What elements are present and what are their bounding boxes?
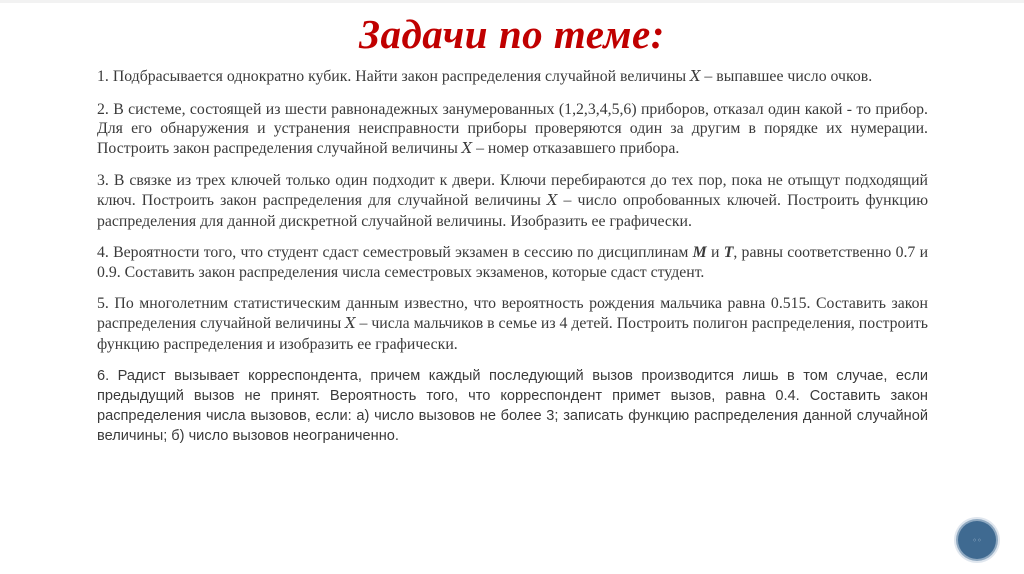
task-number: 3. [97, 172, 109, 190]
variable-x: X [690, 69, 701, 85]
task-4 [97, 243, 928, 282]
variable-x: X [461, 140, 473, 157]
task-list [97, 67, 928, 458]
task-text: В связке из трех ключей только один подходит к двери. Ключи перебираются до тех пор, пока не отыщут подходящий ключ. Построить закон распределения для случайной величины [97, 172, 928, 209]
task-text: Радист вызывает корреспондента, причем каждый последующий вызов производится лишь в том случае, если предыдущий вызов не принят. Вероятность того, что корреспондент примет вызов, равна 0.4. Составить закон распределения числа вызовов, если: а) число вызовов не более 3; записать функцию распределения данной случайной величины; б) число вызовов неограниченно. [97, 368, 928, 445]
top-border [0, 0, 1024, 3]
task-6 [97, 366, 928, 446]
task-text-cont: – числа мальчиков в семье из 4 детей. Построить полигон распределения, построить функцию распределения и изобразить ее графически. [97, 314, 928, 353]
task-text: Вероятности того, что студент сдаст семестровый экзамен в сессию по дисциплинам [113, 244, 689, 262]
badge-mark-icon: ◦◦ [972, 535, 982, 545]
task-number: 1. [97, 68, 109, 85]
task-text: Подбрасывается однократно кубик. Найти закон распределения случайной величины [112, 68, 687, 85]
task-text-cont: – число опробованных ключей. Построить функцию распределения для данной дискретной случайной величины. Изобразить ее графически. [97, 191, 929, 230]
task-text-cont: – номер отказавшего прибора. [476, 139, 680, 157]
task-3 [97, 171, 928, 231]
task-number: 5. [97, 295, 109, 313]
task-number: 6. [97, 368, 110, 385]
variable-t: T [723, 244, 734, 262]
variable-x: X [547, 192, 558, 209]
task-text: По многолетним статистическим данным известно, что вероятность рождения мальчика равна 0.515. Составить закон распределения случайной величины [97, 295, 928, 332]
task-number: 2. [97, 100, 109, 118]
task-text: В системе, состоящей из шести равнонадежных занумерованных (1,2,3,4,5,6) приборов, отказал один какой - то прибор. Для его обнаружения и устранения неисправности приборы проверяются один за другим в порядке их нумерации. Построить закон распределения случайной величины [97, 100, 928, 157]
task-1 [97, 67, 928, 88]
task-number: 4. [97, 244, 109, 262]
variable-x: X [345, 315, 356, 332]
task-text-cont: – выпавшее число очков. [704, 68, 873, 85]
task-text-cont: , равны соответственно 0.7 и 0.9. Составить закон распределения числа семестровых экзаменов, которые сдаст студент. [97, 244, 929, 281]
slide-title: Задачи по теме: [359, 11, 665, 57]
slide-logo-icon [958, 521, 996, 559]
conjunction: и [710, 244, 720, 262]
variable-m: M [692, 244, 707, 262]
task-5 [97, 294, 928, 354]
task-2 [97, 100, 928, 160]
